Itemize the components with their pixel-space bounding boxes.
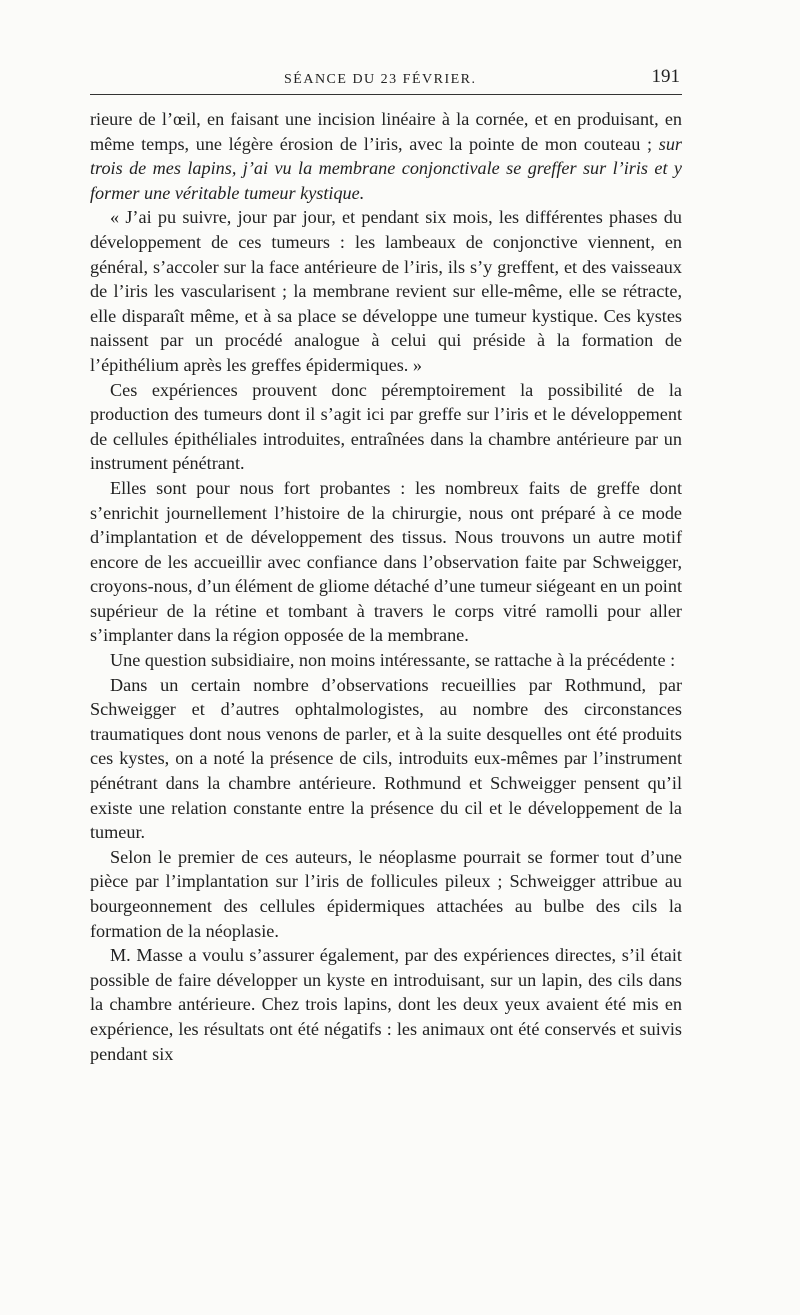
paragraph-1-italic: sur trois de mes lapins, j’ai vu la membrane conjonctivale se greffer sur l’iris et y former une véritable tumeur kystique. [90, 133, 682, 203]
paragraph-1-plain: rieure de l’œil, en faisant une incision linéaire à la cornée, et en produisant, en même temps, une légère érosion de l’iris, avec la pointe de mon couteau ; [90, 109, 682, 154]
header-rule [90, 94, 682, 95]
paragraph-2: « J’ai pu suivre, jour par jour, et pendant six mois, les différentes phases du développement de ces tumeurs : les lambeaux de conjonctive viennent, en général, s’accoler sur la face antérieure de l’iris, ils s’y greffent, et des vaisseaux de l’iris les vascularisent ; la membrane revient sur elle-même, elle se rétracte, elle disparaît même, et à sa place se développe une tumeur kystique. Ces kystes naissent par un procédé analogue à celui qui préside à la formation de l’épithélium après les greffes épidermiques. » [90, 207, 682, 375]
paragraph-4: Elles sont pour nous fort probantes : les nombreux faits de greffe dont s’enrichit journellement l’histoire de la chirurgie, nous ont préparé à ce mode d’implantation et de développement des tissus. Nous trouvons un autre motif encore de les accueillir avec confiance dans l’observation faite par Schweigger, croyons-nous, d’un élément de gliome détaché d’une tumeur siégeant en un point supérieur de la rétine et tombant à travers le corps vitré ramolli pour aller s’implanter dans la région opposée de la membrane. [90, 477, 682, 646]
page-number: 191 [651, 66, 680, 87]
running-header [90, 58, 682, 88]
paragraph-6: Dans un certain nombre d’observations recueillies par Rothmund, par Schweigger et d’autres ophtalmologistes, au nombre des circonstances traumatiques dont nous venons de parler, et à la suite desquelles ont été produits ces kystes, on a noté la présence de cils, introduits eux-mêmes par l’instrument pénétrant dans la chambre antérieure. Rothmund et Schweigger pensent qu’il existe une relation constante entre la présence du cil et le développement de la tumeur. [90, 674, 682, 843]
book-page [90, 58, 682, 1066]
paragraph-1 [90, 107, 682, 205]
running-title: SÉANCE DU 23 FÉVRIER. [284, 72, 477, 87]
paragraph-5: Une question subsidiaire, non moins intéressante, se rattache à la précédente : [110, 650, 676, 671]
paragraph-8: M. Masse a voulu s’assurer également, par des expériences directes, s’il était possible de faire développer un kyste en introduisant, sur un lapin, des cils dans la chambre antérieure. Chez trois lapins, dont les deux yeux avaient été mis en expérience, les résultats ont été négatifs : les animaux ont été conservés et suivis pendant six [90, 945, 682, 1064]
paragraph-3: Ces expériences prouvent donc péremptoirement la possibilité de la production des tumeurs dont il s’agit ici par greffe sur l’iris et le développement de cellules épithéliales introduites, entraînées dans la chambre antérieure par un instrument pénétrant. [90, 379, 682, 474]
paragraph-7: Selon le premier de ces auteurs, le néoplasme pourrait se former tout d’une pièce par l’implantation sur l’iris de follicules pileux ; Schweigger attribue au bourgeonnement des cellules épidermiques attachées au bulbe des cils la formation de la néoplasie. [90, 846, 682, 941]
body-text [90, 107, 682, 1066]
